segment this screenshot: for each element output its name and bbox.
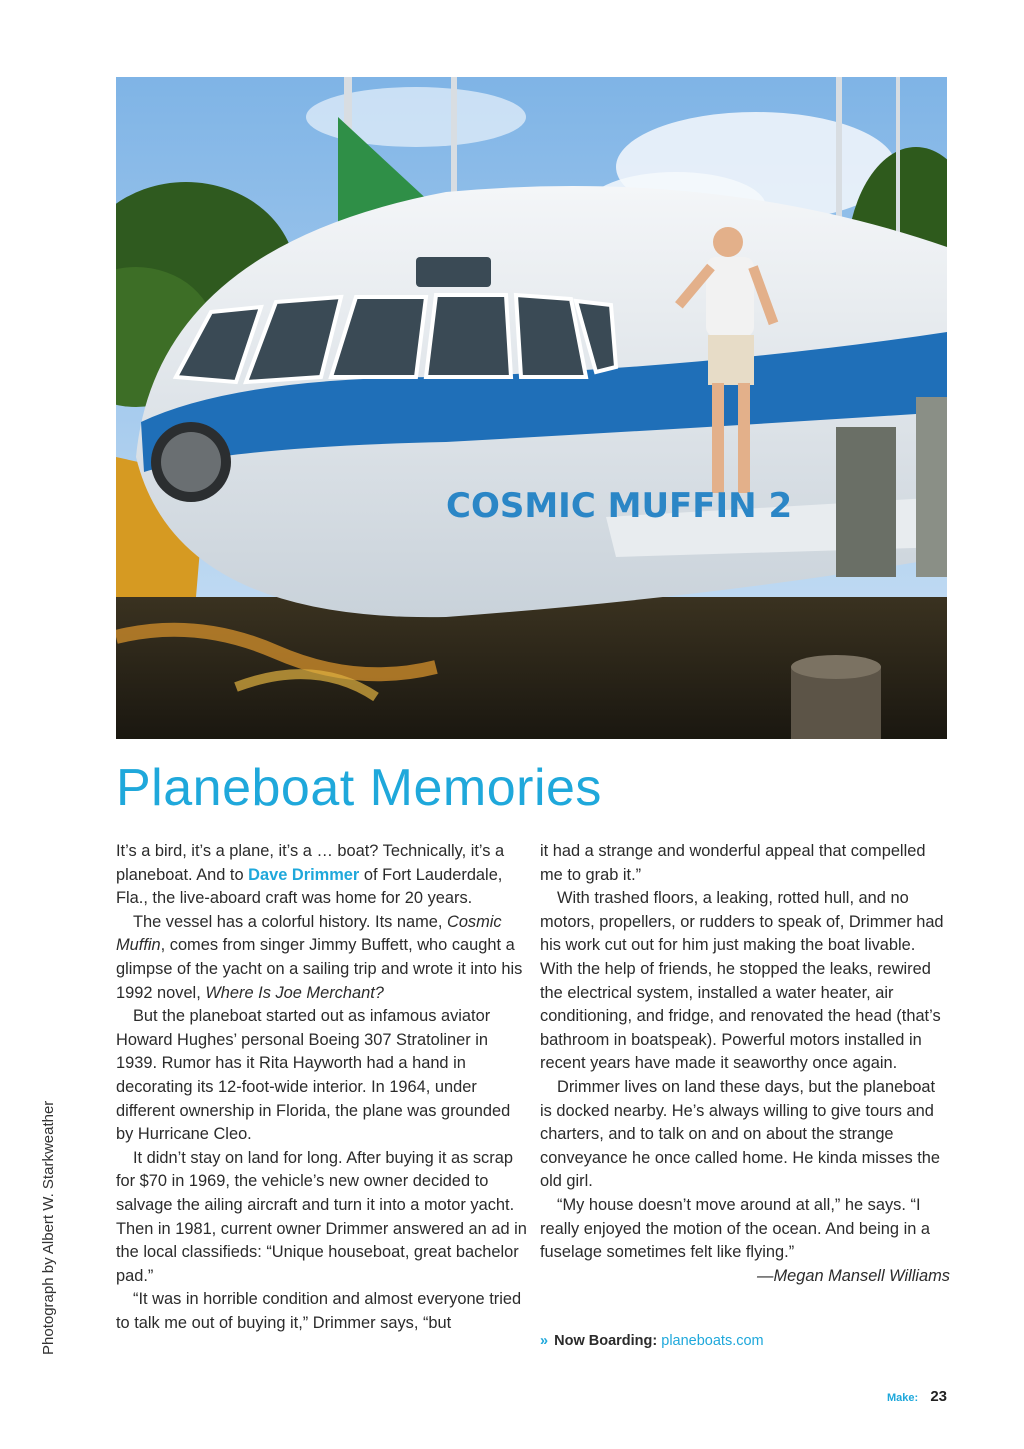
paragraph-intro: It’s a bird, it’s a plane, it’s a … boat? Technically, it’s a planeboat. And to Dave Drimmer of Fort Lauderdale, Fla., the live-aboard craft was home for 20 years. [116,842,505,908]
now-boarding-line [540,1333,764,1349]
page-footer [887,1388,947,1405]
article-left-column [116,840,528,1335]
article-title: Planeboat Memories [116,759,602,817]
hull-lettering: COSMIC MUFFIN 2 [446,486,793,526]
author-signature: —Megan Mansell Williams [757,1266,950,1285]
paragraph-salvage: It didn’t stay on land for long. After buying it as scrap for $70 in 1969, the vehicle’s new owner decided to salvage the ailing aircraft and turn it into a motor yacht. Then in 1981, current owner Drimmer answered an ad in the local classifieds: “Unique houseboat, great bachelor pad.” [116,1148,527,1285]
double-chevron-icon: » [540,1333,549,1349]
article-right-column [540,840,950,1288]
paragraph-history: The vessel has a colorful history. Its name, Cosmic Muffin, comes from singer Jimmy Buffett, who caught a glimpse of the yacht on a sailing trip and wrote it into his 1992 novel, Where Is Joe Merchant? [116,912,523,1002]
now-boarding-label: Now Boarding: [554,1333,658,1349]
page-number: 23 [930,1388,947,1405]
planeboats-link[interactable]: planeboats.com [661,1333,764,1349]
paragraph-closing-quote: “My house doesn’t move around at all,” he says. “I really enjoyed the motion of the ocean. And being in a fuselage sometimes felt like flying.” [540,1195,931,1262]
paragraph-continued: it had a strange and wonderful appeal that compelled me to grab it.” [540,842,926,884]
person-name-link[interactable]: Dave Drimmer [248,865,360,884]
make-logo: Make: [886,1392,919,1404]
photo-credit: Photograph by Albert W. Starkweather [40,1100,57,1355]
paragraph-today: Drimmer lives on land these days, but the planeboat is docked nearby. He’s always willing to give tours and charters, and to talk on and on about the strange conveyance he once called home. He kinda misses the old girl. [540,1077,940,1191]
planeboat-photo [116,77,947,739]
paragraph-origin: But the planeboat started out as infamous aviator Howard Hughes’ personal Boeing 307 Stratoliner in 1939. Rumor has it Rita Hayworth had a hand in decorating its 12-foot-wide interior. In 1964, under different ownership in Florida, the plane was grounded by Hurricane Cleo. [116,1007,511,1144]
paragraph-restoration: With trashed floors, a leaking, rotted hull, and no motors, propellers, or rudders to speak of, Drimmer had his work cut out for him just making the boat livable. With the help of friends, he stopped the leaks, rewired the electrical system, installed a water heater, air conditioning, and fridge, and renovated the head (that’s bathroom in boatspeak). Powerful motors installed in recent years have made it seaworthy once again. [540,889,944,1073]
planeboat-illustration [116,77,947,739]
paragraph-quote: “It was in horrible condition and almost everyone tried to talk me out of buying it,” Drimmer says, “but [116,1290,522,1332]
